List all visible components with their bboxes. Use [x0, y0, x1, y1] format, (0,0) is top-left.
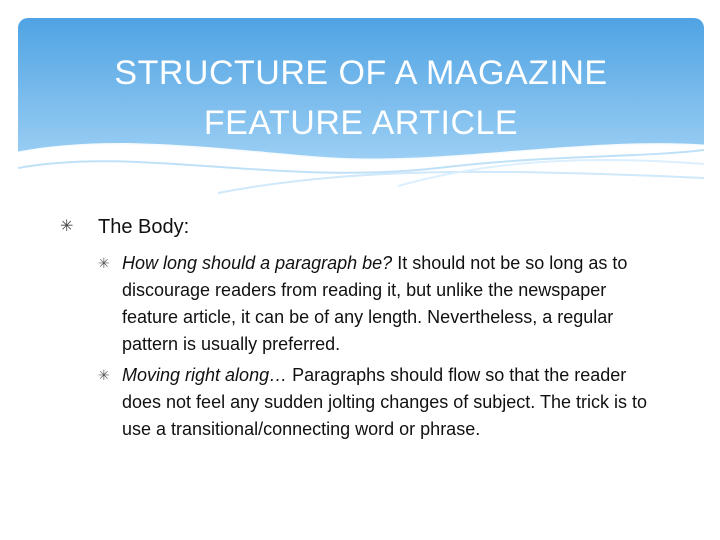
body-heading: The Body:	[98, 216, 190, 238]
bullet-star-icon: ✳	[98, 367, 110, 383]
slide-title	[18, 48, 704, 148]
title-line-2: FEATURE ARTICLE	[203, 104, 519, 142]
body-heading-item	[60, 212, 660, 242]
list-item	[60, 362, 662, 443]
title-banner	[18, 18, 704, 198]
title-line-1: STRUCTURE OF A MAGAZINE	[114, 54, 608, 92]
bullet-star-icon: ✳	[98, 255, 110, 271]
sub-bullet-list	[60, 250, 660, 443]
point-text: Paragraphs should flow so that the reader does not feel any sudden jolting changes of subject. The trick is to use a transitional/connecting word or phrase.	[122, 365, 647, 439]
point-lead: How long should a paragraph be?	[122, 253, 393, 273]
list-item	[60, 250, 662, 358]
bullet-star-icon: ✳	[60, 218, 74, 235]
slide-body	[60, 212, 660, 447]
point-lead: Moving right along…	[122, 365, 288, 385]
point-text: It should not be so long as to discourage readers from reading it, but unlike the newspaper feature article, it can be of any length. Nevertheless, a regular pattern is usually preferred.	[122, 253, 628, 354]
